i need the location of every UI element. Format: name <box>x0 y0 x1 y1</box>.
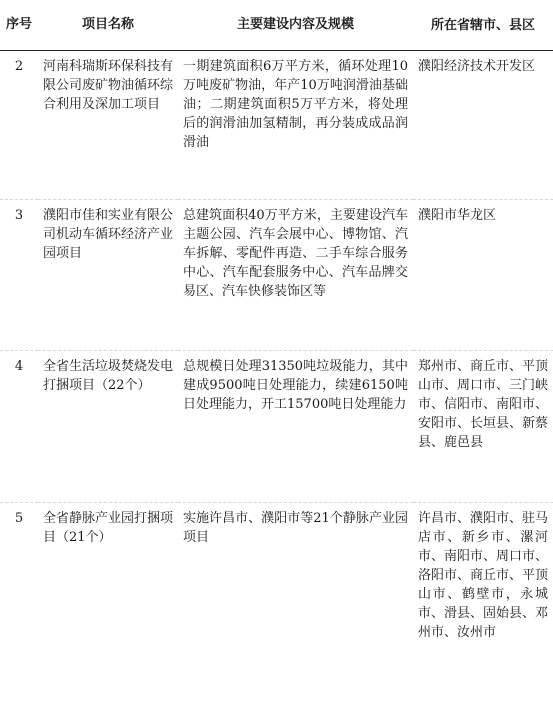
table-row <box>0 351 553 503</box>
row-content: 实施许昌市、濮阳市等21个静脉产业园项目 <box>178 503 413 709</box>
row-project-name: 全省静脉产业园打捆项目（21个） <box>38 503 178 709</box>
row-project-name: 河南科瑞斯环保科技有限公司废矿物油循环综合利用及深加工项目 <box>38 51 178 200</box>
row-project-name: 濮阳市佳和实业有限公司机动车循环经济产业园项目 <box>38 200 178 351</box>
header-content: 主要建设内容及规模 <box>178 0 413 51</box>
row-number: 3 <box>0 200 38 351</box>
table-row <box>0 200 553 351</box>
table-row <box>0 503 553 709</box>
row-project-name: 全省生活垃圾焚烧发电打捆项目（22个） <box>38 351 178 503</box>
row-number: 5 <box>0 503 38 709</box>
row-location: 郑州市、商丘市、平顶山市、周口市、三门峡市、信阳市、南阳市、安阳市、长垣县、新蔡县、鹿邑县 <box>413 351 553 503</box>
row-location: 濮阳市华龙区 <box>413 200 553 351</box>
row-location: 许昌市、濮阳市、驻马店市、新乡市、漯河市、南阳市、周口市、洛阳市、商丘市、平顶山市、鹤壁市，永城市、滑县、固始县、邓州市、汝州市 <box>413 503 553 709</box>
row-location: 濮阳经济技术开发区 <box>413 51 553 200</box>
header-location: 所在省辖市、县区 <box>413 0 553 51</box>
table-row <box>0 51 553 200</box>
row-content: 总建筑面积40万平方米，主要建设汽车主题公园、汽车会展中心、博物馆、汽车拆解、零配件再造、二手车综合服务中心、汽车配套服务中心、汽车品牌交易区、汽车快修装饰区等 <box>178 200 413 351</box>
header-project-name: 项目名称 <box>38 0 178 51</box>
row-content: 总规模日处理31350吨垃圾能力，其中建成9500吨日处理能力，续建6150吨日处理能力，开工15700吨日处理能力 <box>178 351 413 503</box>
row-number: 4 <box>0 351 38 503</box>
header-no: 序号 <box>0 0 38 51</box>
table-header-row <box>0 0 553 51</box>
row-number: 2 <box>0 51 38 200</box>
row-content: 一期建筑面积6万平方米，循环处理10万吨废矿物油，年产10万吨润滑油基础油；二期建筑面积5万平方米，将处理后的润滑油加氢精制，再分装成成品润滑油 <box>178 51 413 200</box>
